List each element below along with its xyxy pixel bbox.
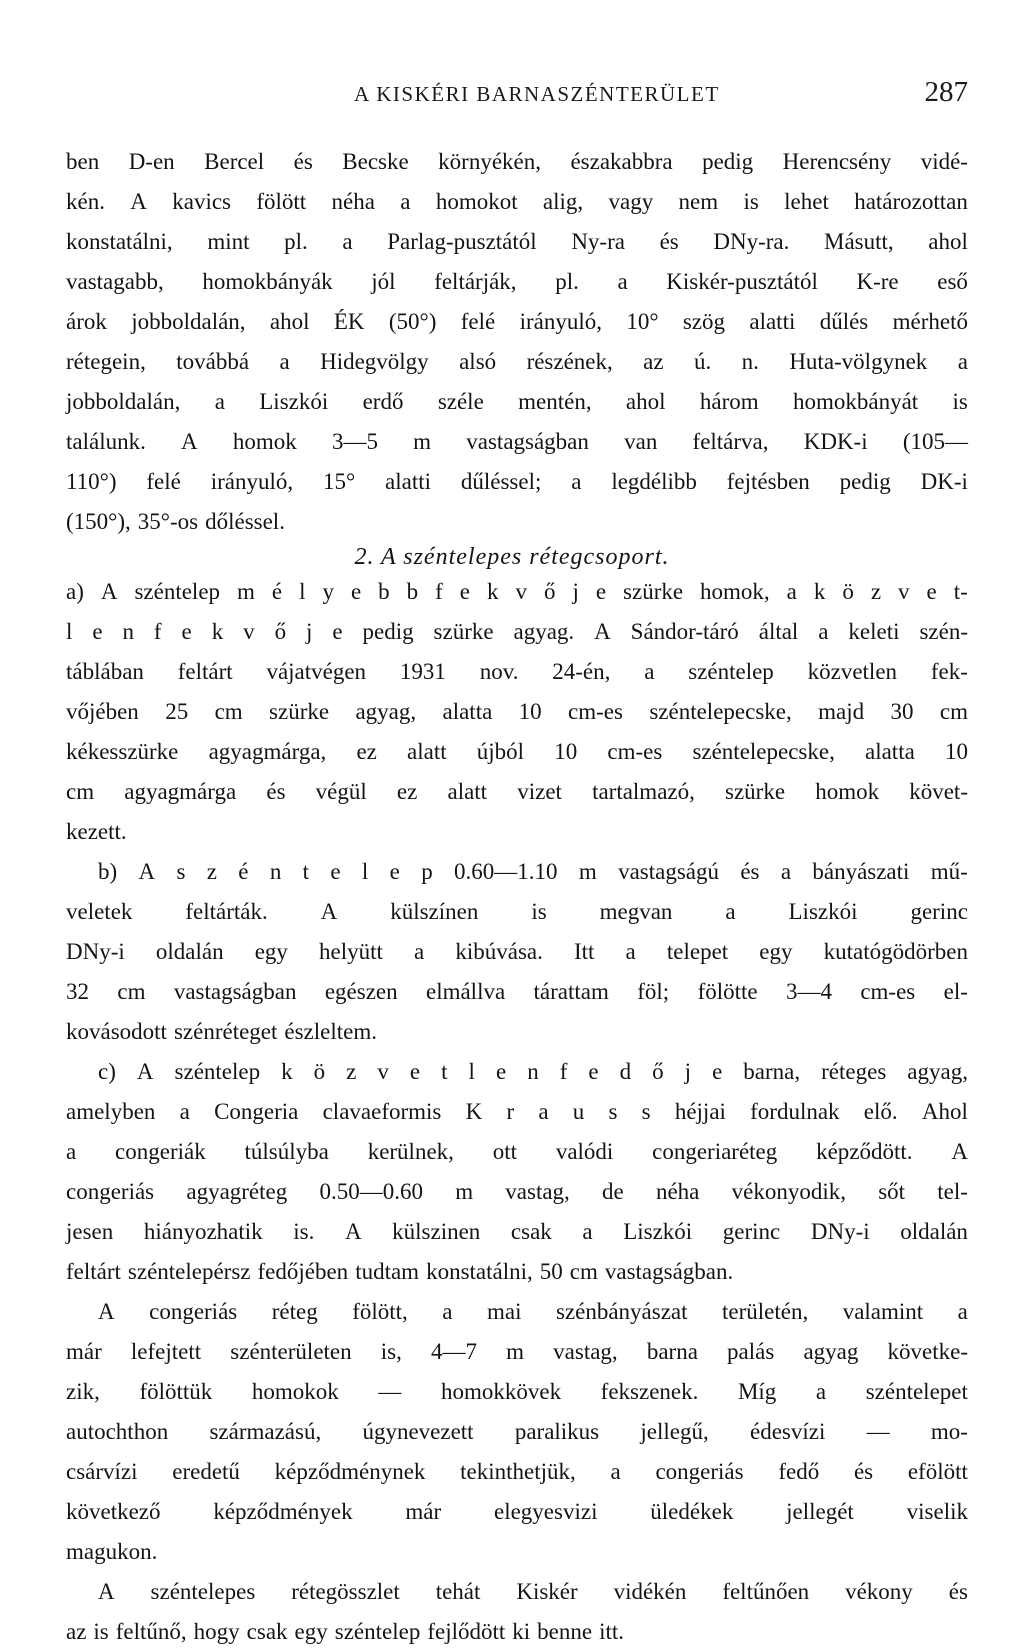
paragraph-1 [66, 142, 968, 542]
text-line: A congeriás réteg fölött, a mai szénbányászat területén, valamint a [98, 1299, 968, 1324]
text-line: konstatálni, mint pl. a Parlag-pusztától Ny-ra és DNy-ra. Másutt, ahol [66, 229, 968, 254]
text-line: kékesszürke agyagmárga, ez alatt újból 10 cm-es széntelepecske, alatta 10 [66, 739, 968, 764]
text-line: vőjében 25 cm szürke agyag, alatta 10 cm-es széntelepecske, majd 30 cm [66, 699, 968, 724]
text-line: csárvízi eredetű képződménynek tekinthetjük, a congeriás fedő és efölött [66, 1459, 968, 1484]
text-line: már lefejtett szénterületen is, 4—7 m vastag, barna palás agyag követke- [66, 1339, 968, 1364]
text-line: találunk. A homok 3—5 m vastagságban van feltárva, KDK-i (105— [66, 429, 968, 454]
section-heading: 2. A széntelepes rétegcsoport. [354, 544, 670, 570]
text-line: a congeriák túlsúlyba kerülnek, ott valódi congeriaréteg képződött. A [66, 1139, 968, 1164]
text-line: az is feltűnő, hogy csak egy széntelep fejlődött ki benne itt. [66, 1619, 625, 1644]
text-line: autochthon származású, úgynevezett paralikus jellegű, édesvízi — mo- [66, 1419, 968, 1444]
text-line: b) A s z é n t e l e p 0.60—1.10 m vastagságú és a bányászati mű- [98, 859, 968, 884]
text-line: DNy-i oldalán egy helyütt a kibúvása. Itt a telepet egy kutatógödörben [66, 939, 968, 964]
text-line: táblában feltárt vájatvégen 1931 nov. 24-én, a széntelep közvetlen fek- [66, 659, 968, 684]
text-line: vastagabb, homokbányák jól feltárják, pl. a Kiskér-pusztától K-re eső [66, 269, 968, 294]
text-line: 110°) felé irányuló, 15° alatti dűléssel; a legdélibb fejtésben pedig DK-i [66, 469, 968, 494]
text-line: feltárt széntelepérsz fedőjében tudtam konstatálni, 50 cm vastagságban. [66, 1259, 734, 1284]
text-line: A széntelepes rétegösszlet tehát Kiskér vidékén feltűnően vékony és [98, 1579, 968, 1604]
text-line: ben D-en Bercel és Becske környékén, északabbra pedig Herencsény vidé- [66, 149, 968, 174]
text-line: zik, fölöttük homokok — homokkövek fekszenek. Míg a széntelepet [66, 1379, 968, 1404]
paragraph-2 [66, 572, 968, 1292]
text-line: magukon. [66, 1539, 158, 1564]
text-line: a) A széntelep m é l y e b b f e k v ő j e szürke homok, a k ö z v e t- [66, 579, 968, 604]
text-line: cm agyagmárga és végül ez alatt vizet tartalmazó, szürke homok követ- [66, 779, 968, 804]
page-number: 287 [924, 76, 968, 108]
text-line: jesen hiányozhatik is. A külszinen csak a Liszkói gerinc DNy-i oldalán [66, 1219, 968, 1244]
text-line: következő képződmények már elegyesvizi üledékek jellegét viselik [66, 1499, 968, 1524]
text-line: congeriás agyagréteg 0.50—0.60 m vastag, de néha vékonyodik, sőt tel- [66, 1179, 968, 1204]
text-line: c) A széntelep k ö z v e t l e n f e d ő j e barna, réteges agyag, [98, 1059, 968, 1084]
text-line: kén. A kavics fölött néha a homokot alig, vagy nem is lehet határozottan [66, 189, 968, 214]
text-line: 32 cm vastagságban egészen elmállva tárattam föl; fölötte 3—4 cm-es el- [66, 979, 968, 1004]
text-line: veletek feltárták. A külszínen is megvan a Liszkói gerinc [66, 899, 968, 924]
paragraph-4 [66, 1572, 968, 1652]
text-line: (150°), 35°-os dőléssel. [66, 509, 285, 534]
text-line: kovásodott szénréteget észleltem. [66, 1019, 377, 1044]
paragraph-3 [66, 1292, 968, 1572]
text-line: rétegein, továbbá a Hidegvölgy alsó részének, az ú. n. Huta-völgynek a [66, 349, 968, 374]
running-head: A KISKÉRI BARNASZÉNTERÜLET [354, 82, 720, 106]
text-line: amelyben a Congeria clavaeformis K r a u s s héjjai fordulnak elő. Ahol [66, 1099, 968, 1124]
text-line: árok jobboldalán, ahol ÉK (50°) felé irányuló, 10° szög alatti dűlés mérhető [66, 309, 968, 334]
text-line: l e n f e k v ő j e pedig szürke agyag. A Sándor-táró által a keleti szén- [66, 619, 968, 644]
text-line: kezett. [66, 819, 127, 844]
text-line: jobboldalán, a Liszkói erdő széle mentén, ahol három homokbányát is [66, 389, 968, 414]
